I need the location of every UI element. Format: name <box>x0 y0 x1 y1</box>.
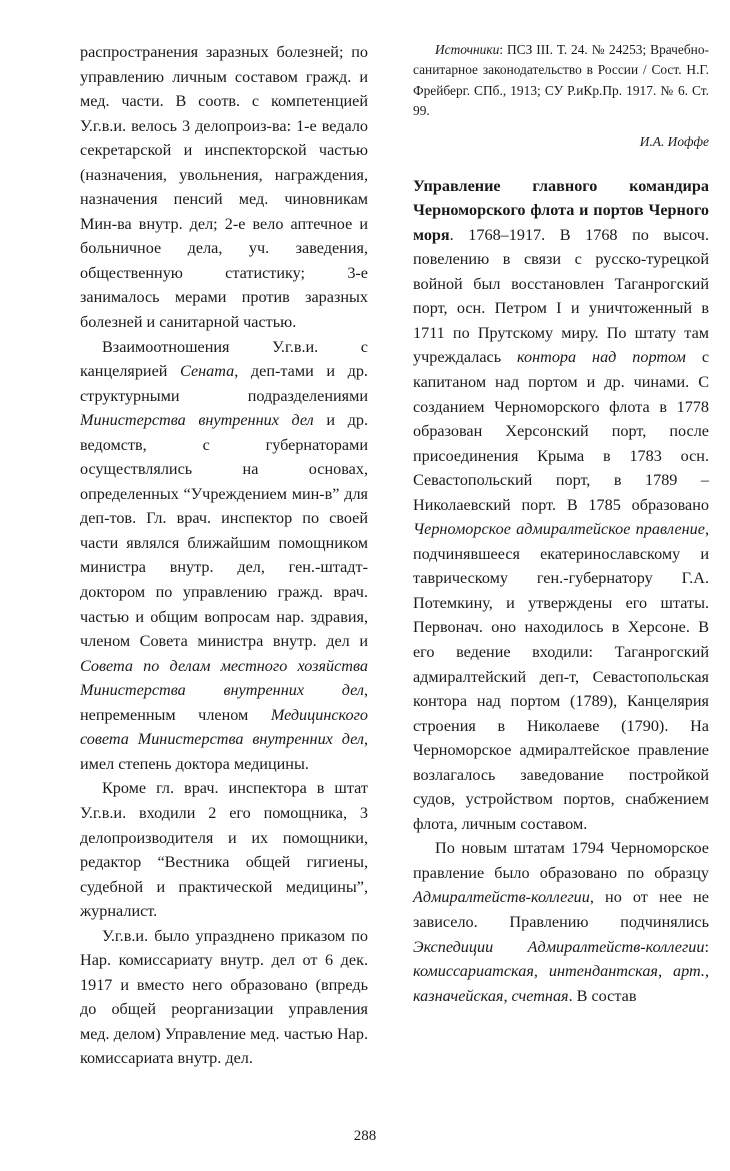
cross-reference: Адмиралтейств-коллегии <box>413 888 590 907</box>
cross-reference: Совета по делам местного хозяйства Министерства внутренних дел <box>80 656 368 700</box>
author-signature: И.А. Иоффе <box>639 133 709 149</box>
paragraph-staff <box>80 776 368 923</box>
cross-reference: Черноморское адмиралтейское правление <box>413 520 705 539</box>
entry-paragraph <box>413 174 709 837</box>
page-number: 288 <box>353 1128 377 1144</box>
text-run: По новым штатам 1794 Черноморское правление было образовано по образцу <box>413 839 709 882</box>
text-run: , подчинявшееся екатеринославскому и таврическому ген.-губернатору Г.А. Потемкину, и утверждены его штаты. Первонач. оно находилось в Херсоне. В его ведение входили: Таганрогский адмиралтейский деп-т, Севастопольская контора над портом (1789), Канцелярия строения в Николаеве (1790). На Черноморское адмиралтейское правление возлагалось заведование постройкой судов, устройством портов, снабжением флота, личным составом. <box>413 520 709 833</box>
paragraph-relations <box>80 335 368 777</box>
text-run: распространения заразных болезней; по управлению личным составом гражд. и мед. части. В соотв. с компетенцией У.г.в.и. велось 3 делопроиз-ва: 1-е ведало секретарской и инспекторской частью (назначения, увольнения, награждения, назначения пенсий мед. чиновникам Мин-ва внутр. дел; 2-е вело аптечное и больничное дела, уч. заведения, общественную статистику; 3-е занималось мерами против заразных болезней и санитарной частью. <box>80 43 368 332</box>
text-run: . 1768–1917. В 1768 по высоч. повелению в связи с русско-турецкой войной был восстановлен Таганрогский порт, осн. Петром I и уничтоженный в 1711 по Прутскому миру. По штату там учреждалась <box>413 225 709 367</box>
cross-reference: Медицинского совета Министерства внутренних дел <box>80 705 368 749</box>
text-run: с капитаном над портом и др. чинами. С созданием Черноморского флота в 1778 образован Херсонский порт, после присоединения Крыма в 1783 осн. Севастопольский порт, в 1789 – Николаевский порт. В 1785 образовано <box>413 348 710 514</box>
cross-reference: комиссариатская, интендантская, арт., казначейская, счетная <box>413 962 709 1005</box>
text-run: Взаимоотношения У.г.в.и. с канцелярией <box>80 337 368 381</box>
entry-title: Управление главного командира Черноморского флота и портов Черного моря <box>413 176 709 244</box>
sources-text: : ПСЗ III. Т. 24. № 24253; Врачебно-санитарное законодательство в России / Сост. Н.Г. Фрейберг. СПб., 1913; СУ Р.иКр.Пр. 1917. № 6. Ст. 99. <box>413 42 709 119</box>
cross-reference: Экспедиции Адмиралтейств-коллегии <box>413 937 705 956</box>
text-run: и др. ведомств, с губернаторами осуществлялись на основах, определенных “Учреждением мин-в” для деп-тов. Гл. врач. инспектор по своей части являлся ближайшим помощником министра внутр. дел, ген.-штадт-доктором по управлению гражд. врач. частью и общим вопросам нар. здравия, членом Совета министра внутр. дел и <box>80 411 368 651</box>
sources-label: Источники <box>435 42 500 57</box>
text-run: , непременным членом <box>80 681 368 724</box>
text-run: Кроме гл. врач. инспектора в штат У.г.в.и. входили 2 его помощника, 3 делопроизводителя и их помощники, редактор “Вестника общей гигиены, судебной и практической медицины”, журналист. <box>80 779 368 921</box>
cross-reference: контора над портом <box>517 348 686 367</box>
right-column <box>413 40 709 1008</box>
text-run: . В состав <box>568 986 637 1005</box>
paragraph-1794-staff <box>413 836 709 1008</box>
text-run: , имел степень доктора медицины. <box>80 730 368 773</box>
text-run: , деп-тами и др. структурными подразделениями <box>80 362 368 405</box>
paragraph-continuation <box>80 40 368 335</box>
cross-reference: Сената <box>180 362 235 381</box>
text-run: У.г.в.и. было упразднено приказом по Нар. комиссариату внутр. дел от 6 дек. 1917 и вместо него образовано (впредь до общей реорганизации управления мед. делом) Управление мед. частью Нар. комиссариата внутр. дел. <box>80 926 368 1068</box>
text-run: , но от нее не зависело. Правлению подчинялись <box>413 888 709 932</box>
paragraph-abolition <box>80 924 368 1071</box>
cross-reference: Министерства внутренних дел <box>80 411 314 430</box>
text-run: : <box>704 937 709 956</box>
sources-note <box>413 40 709 122</box>
left-column <box>80 40 368 1071</box>
